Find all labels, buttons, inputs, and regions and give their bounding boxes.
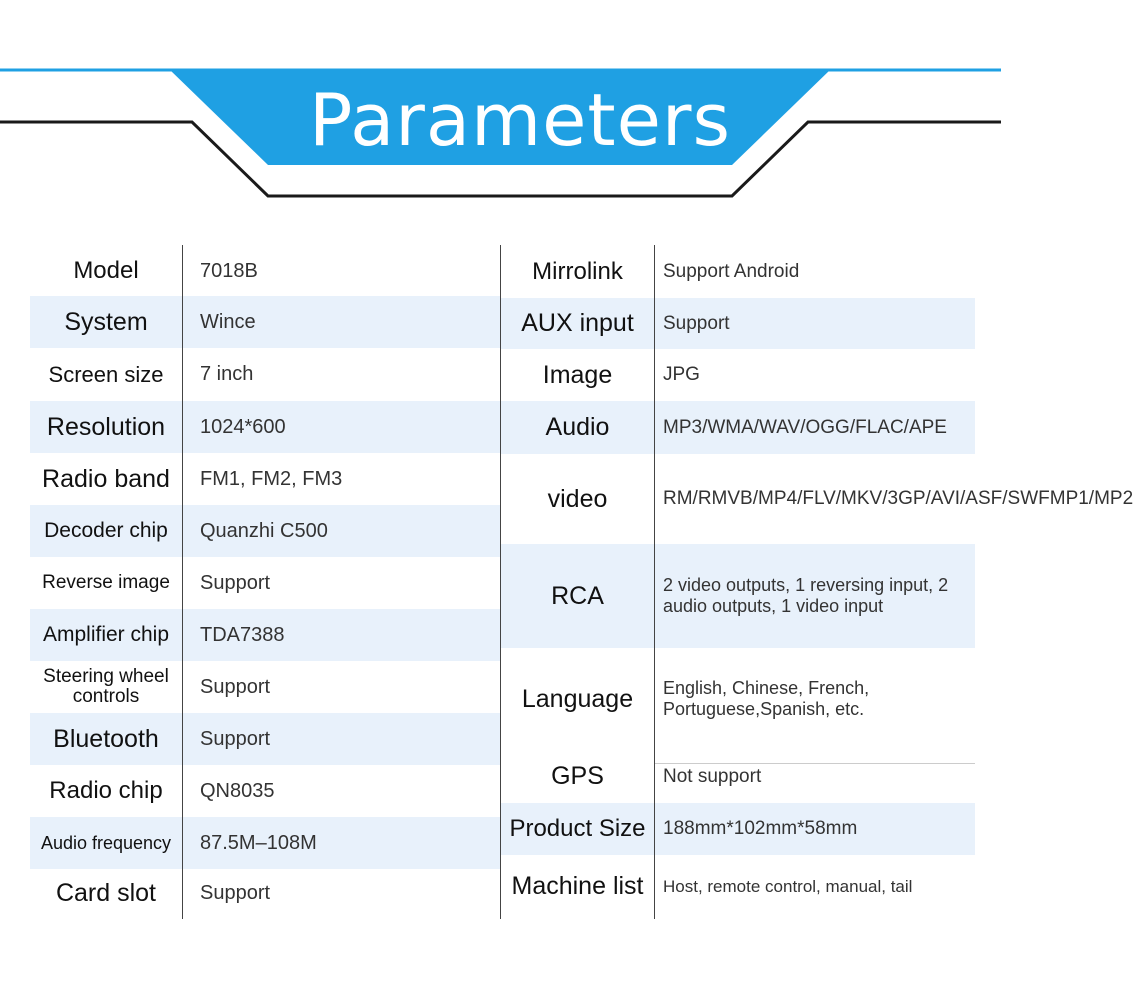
left-value: 1024*600: [200, 415, 286, 438]
right-row: [501, 544, 975, 648]
left-row: [30, 765, 500, 817]
left-row: [30, 453, 500, 505]
left-value: 87.5M–108M: [200, 831, 317, 854]
left-column-divider: [182, 245, 183, 919]
left-spec-table: [30, 246, 500, 918]
right-row: [501, 750, 975, 803]
left-value: FM1, FM2, FM3: [200, 467, 343, 490]
left-row: [30, 246, 500, 296]
left-label: System: [64, 307, 148, 336]
center-divider: [500, 245, 501, 919]
left-row: [30, 505, 500, 557]
right-spec-table: [501, 246, 1133, 918]
left-row: [30, 296, 500, 348]
right-row: [501, 454, 1133, 544]
left-row: [30, 348, 500, 401]
right-label: GPS: [551, 762, 604, 791]
right-label: Product Size: [509, 815, 646, 843]
left-label: Bluetooth: [53, 724, 159, 753]
right-label: video: [547, 484, 608, 513]
right-label: Image: [542, 360, 613, 389]
left-row: [30, 557, 500, 609]
right-row: [501, 349, 975, 401]
left-value: 7 inch: [200, 363, 254, 385]
right-value: JPG: [663, 364, 700, 386]
left-label: Model: [73, 257, 139, 285]
left-row: [30, 869, 500, 918]
right-value: Not support: [663, 765, 762, 787]
right-label: Language: [521, 684, 634, 713]
right-label: RCA: [551, 581, 604, 610]
left-label: Reverse image: [42, 572, 170, 594]
left-row: [30, 609, 500, 661]
left-label: Resolution: [46, 412, 166, 441]
right-column-divider: [654, 245, 655, 919]
gps-row-separator: [655, 763, 975, 764]
left-row: [30, 401, 500, 453]
right-row: [501, 401, 975, 454]
left-row: [30, 661, 500, 713]
right-label: Audio: [545, 413, 610, 442]
right-row: [501, 246, 975, 298]
right-value: MP3/WMA/WAV/OGG/FLAC/APE: [663, 416, 947, 438]
left-value: Support: [200, 571, 271, 594]
right-value: Support Android: [663, 261, 800, 283]
right-row: [501, 648, 975, 750]
left-value: Support: [200, 882, 271, 904]
right-label: AUX input: [521, 309, 634, 338]
right-value: 188mm*102mm*58mm: [663, 818, 858, 840]
left-value: 7018B: [200, 259, 258, 282]
page-title: Parameters: [308, 78, 732, 162]
left-value: TDA7388: [200, 623, 285, 646]
right-row: [501, 803, 975, 855]
left-label: Radio band: [42, 464, 170, 493]
right-label: Machine list: [511, 872, 644, 901]
left-row: [30, 713, 500, 765]
right-label: Mirrolink: [532, 258, 623, 286]
left-label: Decoder chip: [44, 518, 168, 542]
right-value: RM/RMVB/MP4/FLV/MKV/3GP/AVI/ASF/SWFMP1/MP2: [663, 488, 1133, 510]
left-value: Quanzhi C500: [200, 519, 328, 542]
left-label: Card slot: [55, 879, 157, 908]
left-label: Amplifier chip: [42, 622, 170, 646]
left-label: Radio chip: [49, 777, 163, 805]
left-value: Support: [200, 727, 271, 750]
right-value: Support: [663, 312, 730, 334]
left-label: Screen size: [48, 361, 164, 387]
left-value: Wince: [200, 310, 256, 333]
right-row: [501, 855, 975, 918]
left-value: Support: [200, 675, 271, 698]
right-row: [501, 298, 975, 349]
right-value: Host, remote control, manual, tail: [663, 876, 913, 896]
right-value: English, Chinese, French, Portuguese,Spanish, etc.: [663, 678, 870, 719]
right-value: 2 video outputs, 1 reversing input, 2 audio outputs, 1 video input: [663, 575, 949, 616]
left-value: QN8035: [200, 779, 275, 802]
left-row: [30, 817, 500, 869]
left-label: Steering wheel controls: [43, 666, 169, 707]
left-label: Audio frequency: [40, 832, 172, 853]
